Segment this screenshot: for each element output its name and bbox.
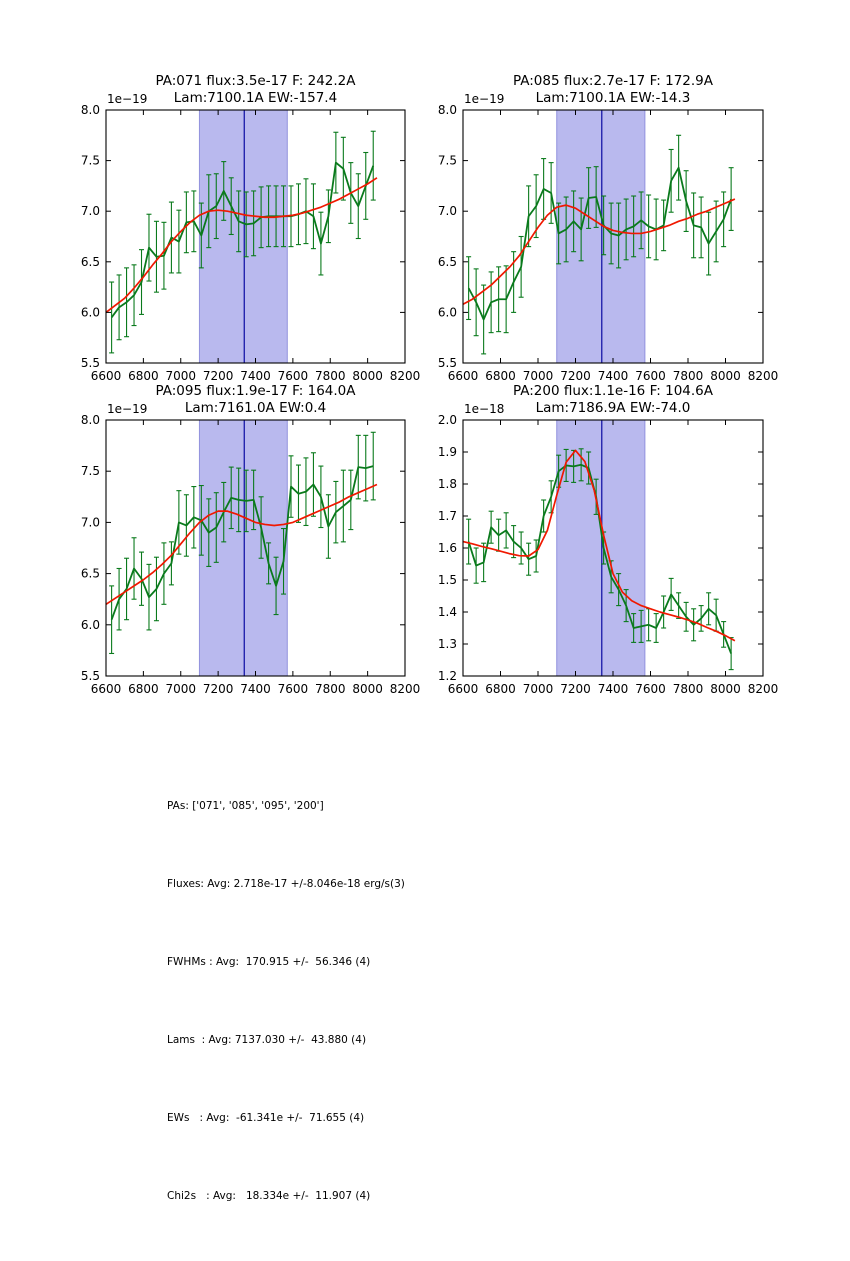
svg-text:7800: 7800 bbox=[672, 369, 704, 383]
svg-text:8000: 8000 bbox=[710, 369, 741, 383]
svg-text:7600: 7600 bbox=[635, 369, 666, 383]
svg-text:7000: 7000 bbox=[522, 682, 554, 696]
svg-text:8000: 8000 bbox=[352, 682, 383, 696]
spectrum-plot bbox=[60, 410, 427, 704]
svg-text:7.5: 7.5 bbox=[437, 153, 457, 168]
svg-text:7200: 7200 bbox=[202, 369, 234, 383]
svg-text:8200: 8200 bbox=[747, 369, 779, 383]
statistics-summary bbox=[167, 741, 405, 1261]
svg-text:8000: 8000 bbox=[352, 369, 383, 383]
subplot-title-line2: Lam:7186.9A EW:-74.0 bbox=[535, 400, 691, 416]
svg-text:7.0: 7.0 bbox=[80, 515, 100, 530]
svg-text:8200: 8200 bbox=[747, 682, 779, 696]
svg-text:7200: 7200 bbox=[202, 682, 234, 696]
spectrum-plot bbox=[417, 100, 785, 391]
svg-text:7600: 7600 bbox=[277, 369, 309, 383]
svg-text:1.8: 1.8 bbox=[437, 477, 457, 491]
subplot-title-line1: PA:095 flux:1.9e-17 F: 164.0A bbox=[155, 383, 356, 399]
summary-line-pas: PAs: ['071', '085', '095', '200'] bbox=[167, 800, 324, 812]
svg-text:6600: 6600 bbox=[447, 369, 479, 383]
svg-text:8.0: 8.0 bbox=[80, 413, 100, 427]
svg-text:2.0: 2.0 bbox=[437, 413, 457, 427]
svg-text:6.5: 6.5 bbox=[437, 254, 457, 269]
svg-text:7400: 7400 bbox=[597, 682, 629, 696]
svg-text:7.0: 7.0 bbox=[437, 204, 457, 219]
subplot-title-line2: Lam:7100.1A EW:-14.3 bbox=[535, 90, 691, 106]
svg-text:8.0: 8.0 bbox=[437, 103, 457, 117]
y-axis-offset-label: 1e−19 bbox=[464, 92, 505, 106]
subplot-title-line1: PA:085 flux:2.7e-17 F: 172.9A bbox=[512, 73, 714, 89]
svg-text:6.5: 6.5 bbox=[80, 254, 100, 269]
svg-text:7800: 7800 bbox=[314, 682, 346, 696]
svg-text:1.4: 1.4 bbox=[437, 605, 457, 619]
svg-text:7200: 7200 bbox=[560, 682, 591, 696]
svg-text:8.0: 8.0 bbox=[80, 103, 100, 117]
summary-line-ews: EWs : Avg: -61.341e +/- 71.655 (4) bbox=[167, 1112, 365, 1124]
svg-text:6800: 6800 bbox=[128, 369, 159, 383]
svg-text:7800: 7800 bbox=[314, 369, 346, 383]
svg-text:8200: 8200 bbox=[389, 369, 421, 383]
svg-text:1.6: 1.6 bbox=[437, 541, 457, 555]
svg-text:6800: 6800 bbox=[485, 682, 516, 696]
svg-text:6.0: 6.0 bbox=[80, 305, 100, 320]
y-axis-offset-label: 1e−18 bbox=[464, 402, 505, 416]
svg-text:6600: 6600 bbox=[447, 682, 479, 696]
subplot-title-line1: PA:071 flux:3.5e-17 F: 242.2A bbox=[155, 73, 356, 89]
svg-text:7400: 7400 bbox=[240, 682, 271, 696]
svg-text:1.2: 1.2 bbox=[437, 669, 457, 683]
svg-text:6.0: 6.0 bbox=[437, 305, 457, 320]
svg-text:1.3: 1.3 bbox=[437, 637, 457, 651]
svg-text:7800: 7800 bbox=[672, 682, 704, 696]
svg-text:1.9: 1.9 bbox=[437, 445, 457, 459]
svg-text:7600: 7600 bbox=[277, 682, 309, 696]
summary-line-lams: Lams : Avg: 7137.030 +/- 43.880 (4) bbox=[167, 1034, 367, 1046]
svg-text:7000: 7000 bbox=[165, 682, 197, 696]
summary-line-fluxes: Fluxes: Avg: 2.718e-17 +/-8.046e-18 erg/s(3) bbox=[167, 878, 405, 890]
svg-text:8000: 8000 bbox=[710, 682, 741, 696]
svg-text:6800: 6800 bbox=[485, 369, 516, 383]
svg-text:7000: 7000 bbox=[165, 369, 197, 383]
svg-text:6.5: 6.5 bbox=[80, 566, 100, 581]
spectrum-plot bbox=[417, 410, 785, 704]
svg-text:7400: 7400 bbox=[597, 369, 629, 383]
svg-text:7.0: 7.0 bbox=[80, 204, 100, 219]
subplot-pa095 bbox=[80, 383, 421, 696]
svg-text:7400: 7400 bbox=[240, 369, 271, 383]
svg-text:7600: 7600 bbox=[635, 682, 666, 696]
subplot-pa085 bbox=[437, 73, 779, 383]
svg-text:1.5: 1.5 bbox=[437, 573, 457, 587]
svg-text:6600: 6600 bbox=[90, 369, 122, 383]
svg-text:7.5: 7.5 bbox=[80, 464, 100, 479]
subplot-title-line1: PA:200 flux:1.1e-16 F: 104.6A bbox=[512, 383, 714, 399]
summary-line-fwhms: FWHMs : Avg: 170.915 +/- 56.346 (4) bbox=[167, 956, 371, 968]
subplot-pa200 bbox=[437, 383, 779, 696]
svg-text:6.0: 6.0 bbox=[80, 617, 100, 632]
svg-text:1.7: 1.7 bbox=[437, 509, 457, 523]
subplot-pa071 bbox=[80, 73, 421, 383]
svg-text:7000: 7000 bbox=[522, 369, 554, 383]
subplot-title-line2: Lam:7100.1A EW:-157.4 bbox=[173, 90, 338, 106]
svg-text:8200: 8200 bbox=[389, 682, 421, 696]
svg-text:6800: 6800 bbox=[128, 682, 159, 696]
spectrum-plot bbox=[60, 100, 427, 391]
svg-text:5.5: 5.5 bbox=[437, 356, 457, 370]
svg-text:5.5: 5.5 bbox=[80, 669, 100, 683]
svg-text:7200: 7200 bbox=[560, 369, 591, 383]
y-axis-offset-label: 1e−19 bbox=[107, 92, 148, 106]
svg-text:7.5: 7.5 bbox=[80, 153, 100, 168]
y-axis-offset-label: 1e−19 bbox=[107, 402, 148, 416]
subplot-title-line2: Lam:7161.0A EW:0.4 bbox=[184, 400, 327, 416]
summary-line-chi2s: Chi2s : Avg: 18.334e +/- 11.907 (4) bbox=[167, 1190, 371, 1202]
svg-text:5.5: 5.5 bbox=[80, 356, 100, 370]
svg-text:6600: 6600 bbox=[90, 682, 122, 696]
